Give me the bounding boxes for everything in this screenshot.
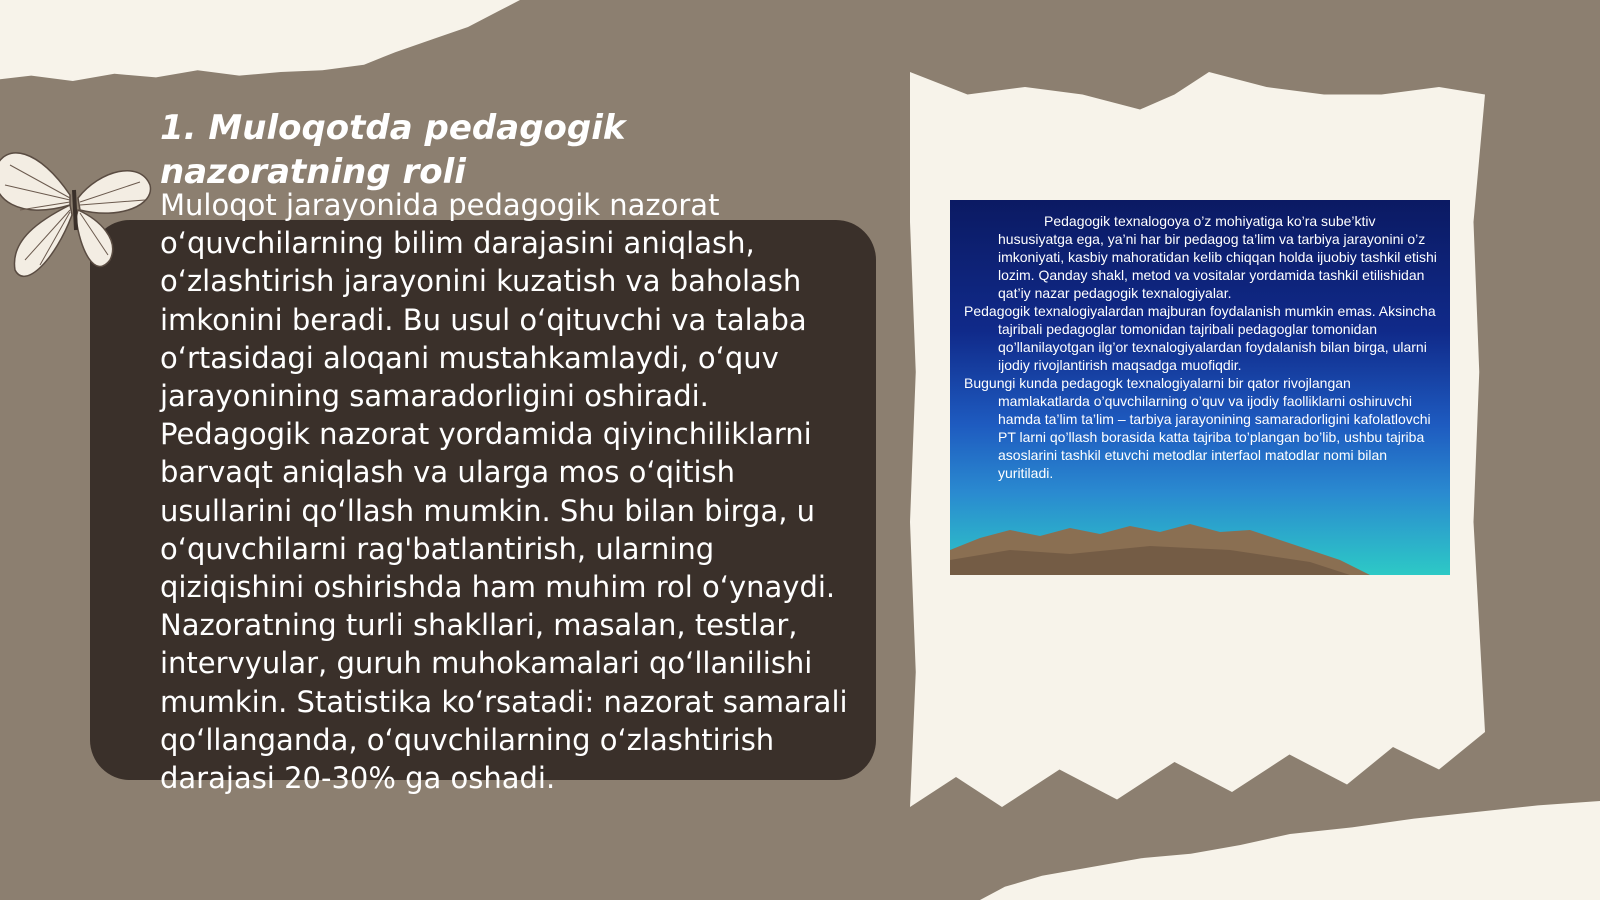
- slide-title: 1. Muloqotda pedagogik nazoratning roli: [160, 108, 626, 192]
- embedded-paragraph: Pedagogik texnalogiyalardan majburan foydalanish mumkin emas. Aksincha tajribali pedagoglar tomonidan tajribali pedagoglar tomonidan qo’llanilayotgan ilg’or texnalogiyalardan foydalanish bilan birga, ularni ijodiy rivojlantirish maqsadga muofiqdir.: [964, 303, 1436, 373]
- embedded-slide-text: [964, 212, 1442, 482]
- butterfly-icon: [0, 110, 160, 280]
- torn-paper-bottom-right: [980, 790, 1600, 900]
- embedded-paragraph: Pedagogik texnalogoya o’z mohiyatiga ko’ra sube’ktiv hususiyatga ega, ya’ni har bir pedagog ta’lim va tarbiya jarayonini o’z imkoniyati, kasbiy mahoratidan kelib chiqqan holda ijuobiy tashkil etishi lozim. Qanday shakl, metod va vositalar yordamida tashkil etilishidan qat’iy nazar pedagogik texnalogiyalar.: [998, 213, 1437, 301]
- mountains-graphic: [950, 520, 1450, 575]
- torn-paper-top-left: [0, 0, 520, 90]
- slide-body-text: Muloqot jarayonida pedagogik nazorat oʻquvchilarning bilim darajasini aniqlash, oʻzlashtirish jarayonini kuzatish va baholash imkonini beradi. Bu usul oʻqituvchi va talaba oʻrtasidagi aloqani mustahkamlaydi, oʻquv jarayonining samaradorligini oshiradi. Pedagogik nazorat yordamida qiyinchiliklarni barvaqt aniqlash va ularga mos oʻqitish usullarini qoʻllash mumkin. Shu bilan birga, u oʻquvchilarni rag'batlantirish, ularning qiziqishini oshirishda ham muhim rol oʻynaydi. Nazoratning turli shakllari, masalan, testlar, intervyular, guruh muhokamalari qoʻllanilishi mumkin. Statistika koʻrsatadi: nazorat samarali qoʻllanganda, oʻquvchilarning oʻzlashtirish darajasi 20-30% ga oshadi.: [160, 188, 848, 796]
- embedded-paragraph: Bugungi kunda pedagogk texnalogiyalarni bir qator rivojlangan mamlakatlarda o’quvchilarning o’quv va ijodiy faolliklarni oshiruvchi hamda ta’lim ta’lim – tarbiya jarayonining samaradorligini kafolatlovchi PT larni qo’llash borasida katta tajriba to’plangan bo’lib, ushbu tajriba asoslarini tashkil etuvchi metodlar interfaol matodlar nomi bilan yuritiladi.: [964, 375, 1431, 481]
- embedded-slide-image: [950, 200, 1450, 575]
